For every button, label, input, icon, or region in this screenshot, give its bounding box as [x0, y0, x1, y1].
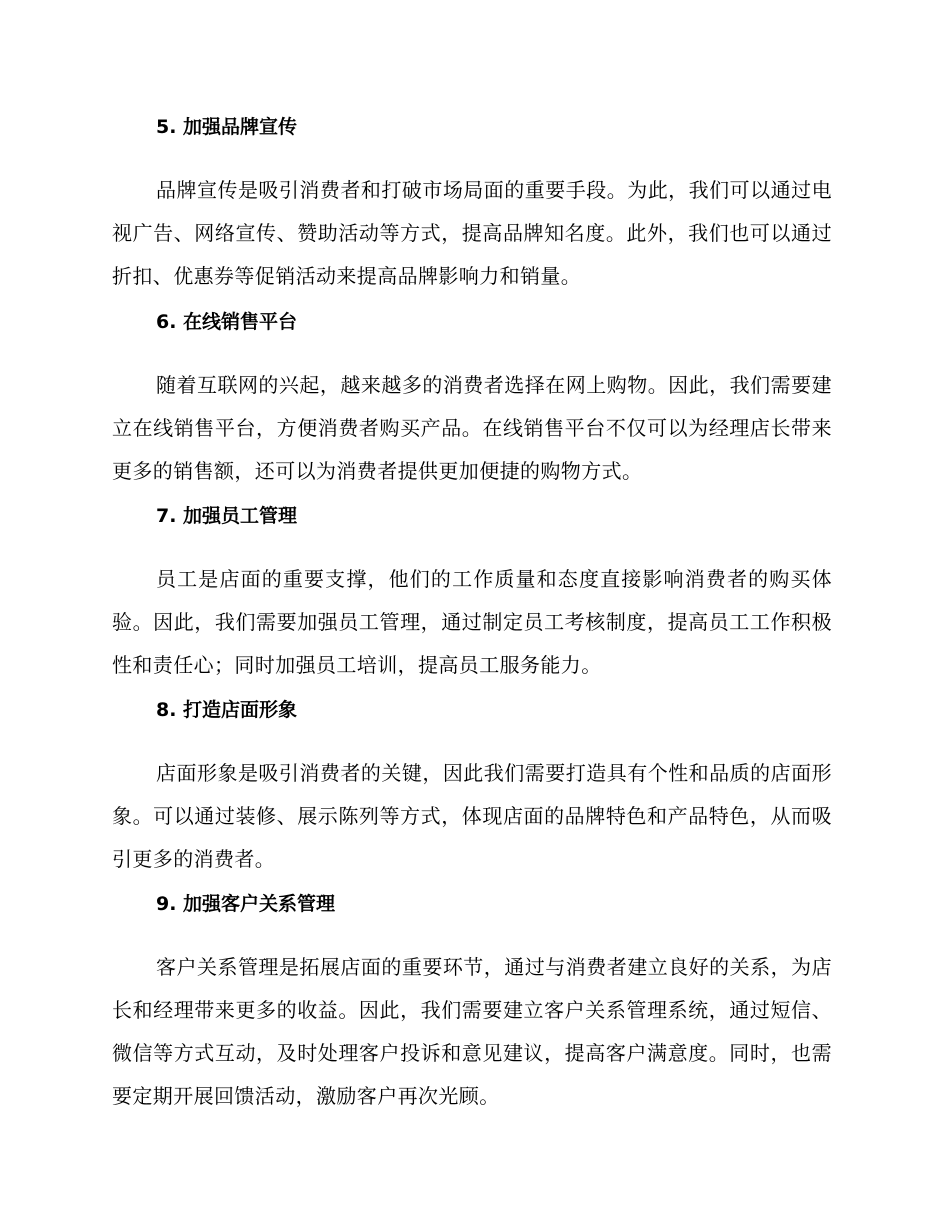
- section-staff-management: [112, 504, 832, 687]
- section-customer-relationship: [112, 892, 832, 1118]
- section-paragraph: 品牌宣传是吸引消费者和打破市场局面的重要手段。为此，我们可以通过电视广告、网络宣传、赞助活动等方式，提高品牌知名度。此外，我们也可以通过折扣、优惠券等促销活动来提高品牌影响力和销量。: [112, 178, 832, 288]
- section-brand-promotion: [112, 115, 832, 298]
- section-paragraph: 员工是店面的重要支撑，他们的工作质量和态度直接影响消费者的购买体验。因此，我们需要加强员工管理，通过制定员工考核制度，提高员工工作积极性和责任心；同时加强员工培训，提高员工服务能力。: [112, 567, 832, 677]
- section-heading: 8. 打造店面形象: [156, 699, 298, 721]
- section-online-sales-platform: [112, 310, 832, 493]
- section-paragraph: 客户关系管理是拓展店面的重要环节，通过与消费者建立良好的关系，为店长和经理带来更多的收益。因此，我们需要建立客户关系管理系统，通过短信、微信等方式互动，及时处理客户投诉和意见建议，提高客户满意度。同时，也需要定期开展回馈活动，激励客户再次光顾。: [112, 955, 832, 1108]
- section-heading: 9. 加强客户关系管理: [156, 893, 336, 915]
- section-store-image: [112, 698, 832, 881]
- section-heading: 7. 加强员工管理: [156, 505, 298, 527]
- section-paragraph: 店面形象是吸引消费者的关键，因此我们需要打造具有个性和品质的店面形象。可以通过装修、展示陈列等方式，体现店面的品牌特色和产品特色，从而吸引更多的消费者。: [112, 761, 832, 871]
- section-paragraph: 随着互联网的兴起，越来越多的消费者选择在网上购物。因此，我们需要建立在线销售平台，方便消费者购买产品。在线销售平台不仅可以为经理店长带来更多的销售额，还可以为消费者提供更加便捷的购物方式。: [112, 373, 832, 483]
- section-heading: 6. 在线销售平台: [156, 311, 298, 333]
- section-heading: 5. 加强品牌宣传: [156, 116, 298, 138]
